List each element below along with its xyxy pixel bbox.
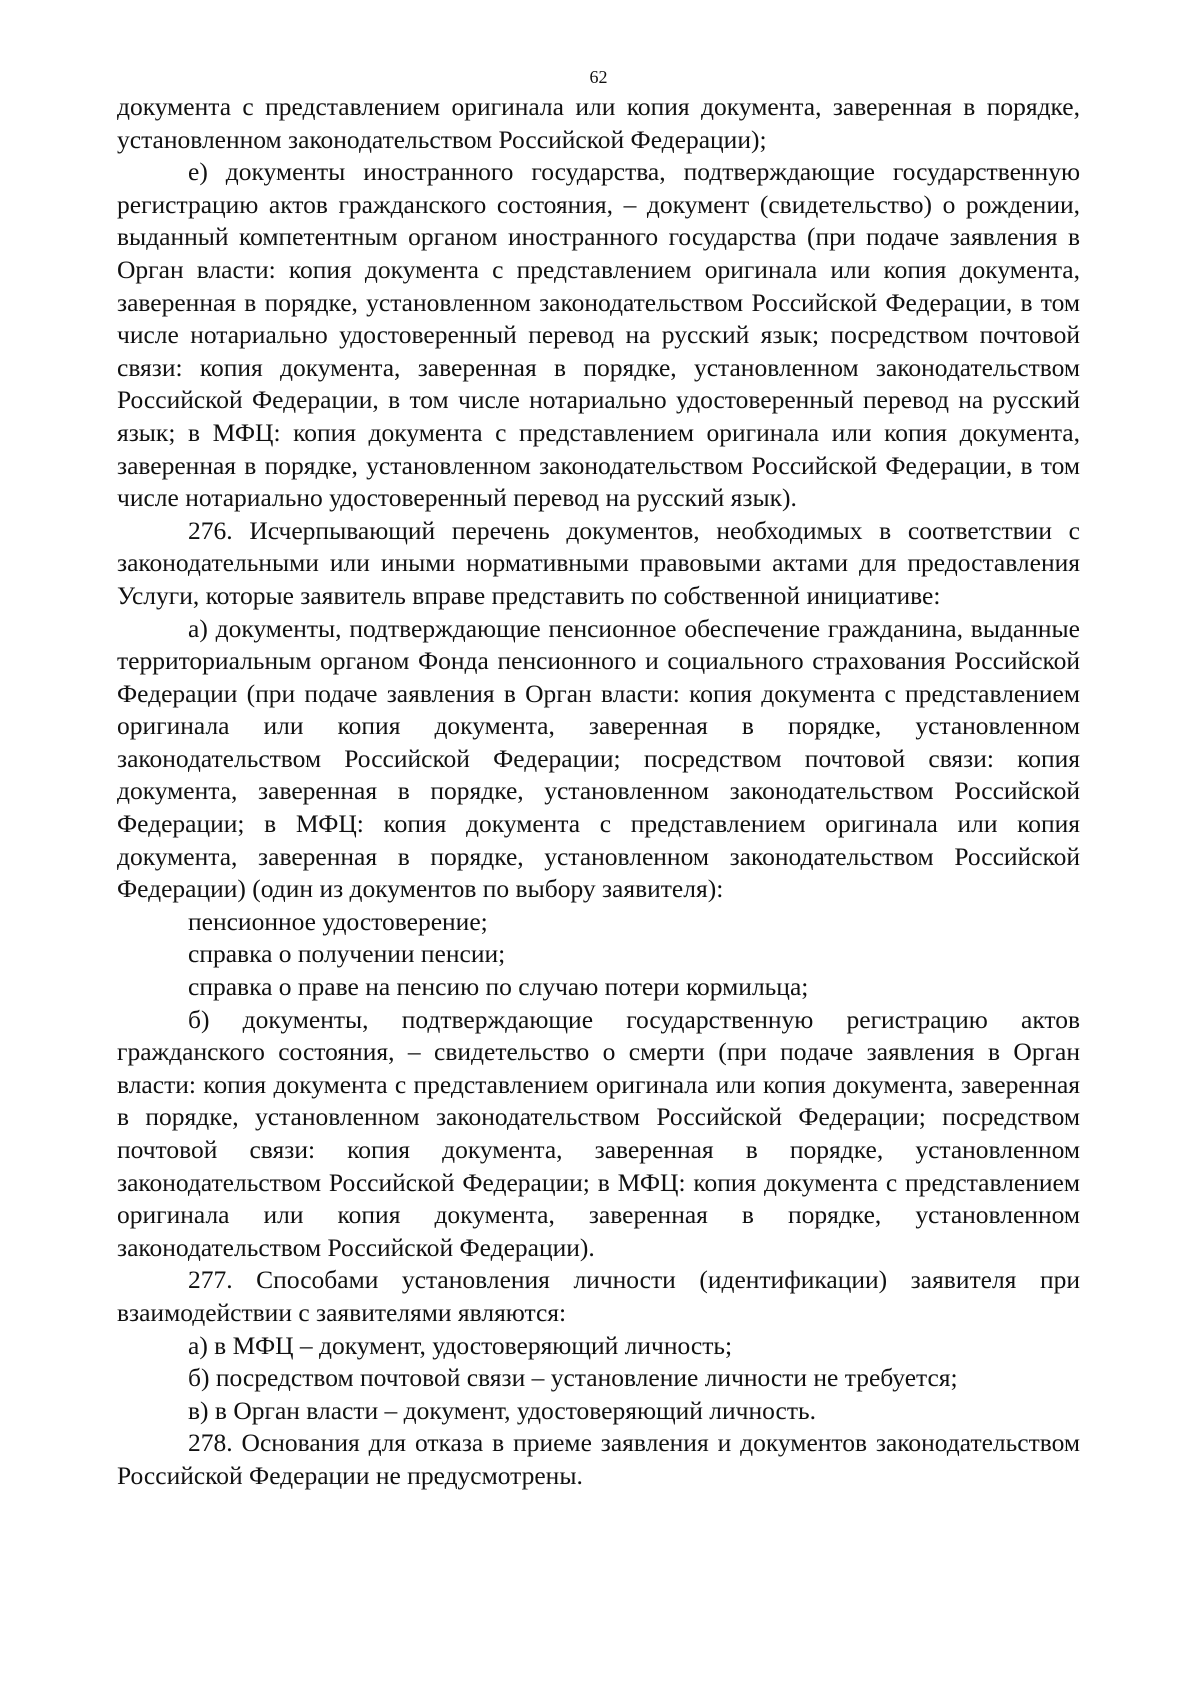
paragraph-item-b-death: б) документы, подтверждающие государственную регистрацию актов гражданского состояния, – свидетельство о смерти (при подаче заявления в Орган власти: копия документа с представлением оригинала или копия документа, заверенная в порядке, установленном законодательством Российской Федерации; посредством почтовой связи: копия документа, заверенная в порядке, установленном законодательством Российской Федерации; в МФЦ: копия документа с представлением оригинала или копия документа, заверенная в порядке, установленном законодательством Российской Федерации). [117, 1004, 1080, 1262]
paragraph-item-a-pension: а) документы, подтверждающие пенсионное обеспечение гражданина, выданные территориальным органом Фонда пенсионного и социального страхования Российской Федерации (при подаче заявления в Орган власти: копия документа с представлением оригинала или копия документа, заверенная в порядке, установленном законодательством Российской Федерации; посредством почтовой связи: копия документа, заверенная в порядке, установленном законодательством Российской Федерации; в МФЦ: копия документа с представлением оригинала или копия документа, заверенная в порядке, установленном законодательством Российской Федерации) (один из документов по выбору заявителя): [117, 613, 1080, 904]
paragraph-278: 278. Основания для отказа в приеме заявления и документов законодательством Российской Федерации не предусмотрены. [117, 1428, 1080, 1490]
list-item-authority-identity: в) в Орган власти – документ, удостоверяющий личность. [188, 1395, 816, 1425]
paragraph-276: 276. Исчерпывающий перечень документов, необходимых в соответствии с законодательными или иными нормативными правовыми актами для предоставления Услуги, которые заявитель вправе представить по собственной инициативе: [117, 515, 1080, 610]
page-number: 62 [589, 67, 608, 87]
list-item-post-identity: б) посредством почтовой связи – установление личности не требуется; [188, 1363, 958, 1393]
paragraph-continuation: документа с представлением оригинала или копия документа, заверенная в порядке, установленном законодательством Российской Федерации); [117, 92, 1080, 154]
paragraph-277: 277. Способами установления личности (идентификации) заявителя при взаимодействии с заявителями являются: [117, 1265, 1080, 1327]
list-item-pension-receipt: справка о получении пенсии; [188, 939, 506, 969]
list-item-pension-certificate: пенсионное удостоверение; [188, 906, 488, 936]
list-item-mfc-identity: а) в МФЦ – документ, удостоверяющий личность; [188, 1330, 733, 1360]
document-page [117, 66, 1080, 1493]
list-item-survivor-pension: справка о праве на пенсию по случаю потери кормильца; [188, 972, 809, 1002]
paragraph-item-e: е) документы иностранного государства, подтверждающие государственную регистрацию актов гражданского состояния, – документ (свидетельство) о рождении, выданный компетентным органом иностранного государства (при подаче заявления в Орган власти: копия документа с представлением оригинала или копия документа, заверенная в порядке, установленном законодательством Российской Федерации, в том числе нотариально удостоверенный перевод на русский язык; посредством почтовой связи: копия документа, заверенная в порядке, установленном законодательством Российской Федерации, в том числе нотариально удостоверенный перевод на русский язык; в МФЦ: копия документа с представлением оригинала или копия документа, заверенная в порядке, установленном законодательством Российской Федерации, в том числе нотариально удостоверенный перевод на русский язык). [117, 157, 1080, 513]
